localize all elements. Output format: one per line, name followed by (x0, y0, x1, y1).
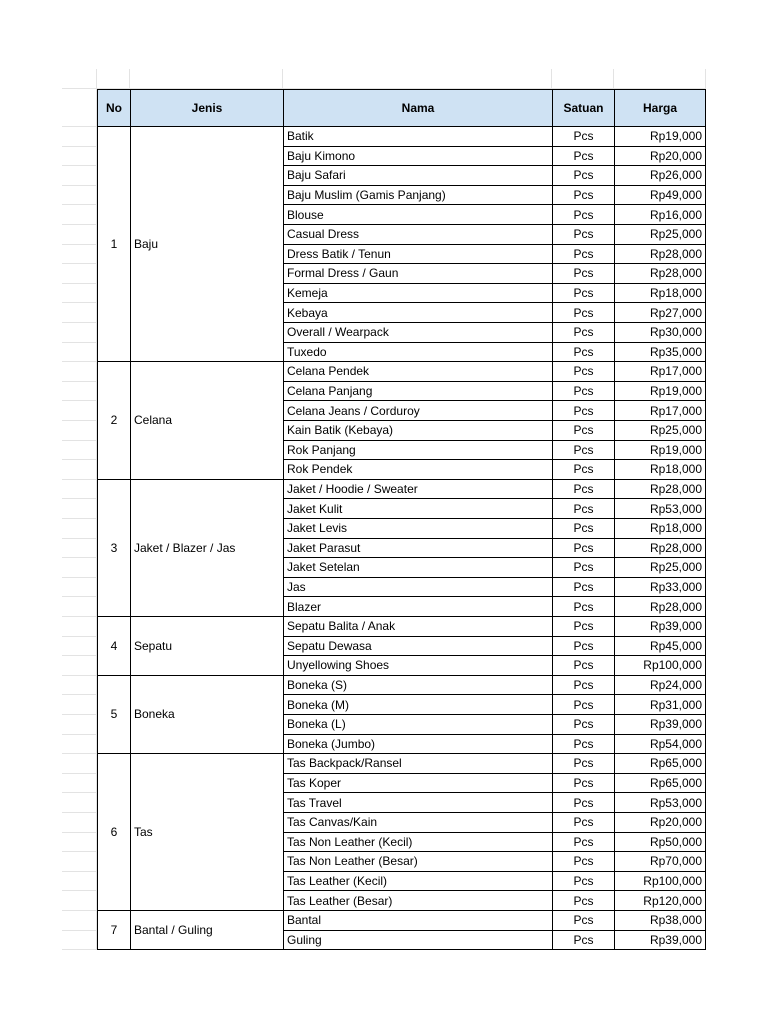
item-satuan: Pcs (552, 186, 614, 206)
item-harga: Rp19,000 (614, 441, 706, 461)
item-nama: Kemeja (284, 284, 552, 304)
header-nama: Nama (283, 89, 553, 127)
item-harga: Rp50,000 (614, 833, 706, 853)
item-harga: Rp35,000 (614, 343, 706, 363)
item-harga: Rp25,000 (614, 558, 706, 578)
item-harga: Rp39,000 (614, 931, 706, 951)
group-jenis: Sepatu (130, 617, 284, 676)
gutter-cell (62, 69, 97, 89)
item-harga: Rp20,000 (614, 813, 706, 833)
gutter-cell (62, 166, 97, 186)
item-nama: Jaket Levis (284, 519, 552, 539)
item-nama: Jaket / Hoodie / Sweater (284, 480, 552, 500)
item-nama: Tas Koper (284, 774, 552, 794)
group-no: 2 (97, 362, 130, 480)
gutter-cell (62, 323, 97, 343)
item-satuan: Pcs (552, 852, 614, 872)
group-jenis: Baju (130, 127, 284, 362)
item-harga: Rp19,000 (614, 127, 706, 147)
gutter-cell (62, 186, 97, 206)
item-harga: Rp27,000 (614, 303, 706, 323)
item-satuan: Pcs (552, 245, 614, 265)
item-satuan: Pcs (552, 754, 614, 774)
item-harga: Rp28,000 (614, 597, 706, 617)
gutter-cell (62, 205, 97, 225)
gutter-cell (62, 519, 97, 539)
gutter-cell (62, 597, 97, 617)
item-satuan: Pcs (552, 205, 614, 225)
item-harga: Rp18,000 (614, 460, 706, 480)
item-nama: Guling (284, 931, 552, 951)
item-satuan: Pcs (552, 147, 614, 167)
item-nama: Kain Batik (Kebaya) (284, 421, 552, 441)
group-jenis: Tas (130, 754, 284, 911)
item-harga: Rp16,000 (614, 205, 706, 225)
blank-cell (552, 69, 614, 89)
gutter-cell (62, 499, 97, 519)
item-harga: Rp53,000 (614, 793, 706, 813)
item-nama: Boneka (M) (284, 695, 552, 715)
blank-cell (97, 69, 130, 89)
gutter-cell (62, 911, 97, 931)
group-no: 7 (97, 911, 130, 950)
item-satuan: Pcs (552, 343, 614, 363)
item-satuan: Pcs (552, 225, 614, 245)
item-harga: Rp120,000 (614, 891, 706, 911)
item-harga: Rp28,000 (614, 264, 706, 284)
gutter-cell (62, 89, 97, 127)
item-nama: Dress Batik / Tenun (284, 245, 552, 265)
item-harga: Rp70,000 (614, 852, 706, 872)
item-harga: Rp100,000 (614, 872, 706, 892)
gutter-cell (62, 539, 97, 559)
item-nama: Casual Dress (284, 225, 552, 245)
item-harga: Rp31,000 (614, 695, 706, 715)
item-harga: Rp30,000 (614, 323, 706, 343)
item-harga: Rp28,000 (614, 539, 706, 559)
gutter-cell (62, 793, 97, 813)
item-nama: Boneka (Jumbo) (284, 735, 552, 755)
item-harga: Rp54,000 (614, 735, 706, 755)
gutter-cell (62, 833, 97, 853)
gutter-cell (62, 362, 97, 382)
item-nama: Rok Pendek (284, 460, 552, 480)
item-nama: Boneka (S) (284, 676, 552, 696)
gutter-cell (62, 891, 97, 911)
item-nama: Unyellowing Shoes (284, 656, 552, 676)
item-nama: Tas Travel (284, 793, 552, 813)
blank-cell (130, 69, 283, 89)
item-nama: Baju Kimono (284, 147, 552, 167)
item-nama: Tas Leather (Kecil) (284, 872, 552, 892)
item-satuan: Pcs (552, 617, 614, 637)
item-satuan: Pcs (552, 558, 614, 578)
item-satuan: Pcs (552, 656, 614, 676)
item-nama: Formal Dress / Gaun (284, 264, 552, 284)
item-nama: Batik (284, 127, 552, 147)
item-harga: Rp20,000 (614, 147, 706, 167)
item-satuan: Pcs (552, 931, 614, 951)
gutter-cell (62, 931, 97, 951)
item-satuan: Pcs (552, 303, 614, 323)
gutter-cell (62, 401, 97, 421)
item-satuan: Pcs (552, 676, 614, 696)
item-harga: Rp19,000 (614, 382, 706, 402)
item-satuan: Pcs (552, 833, 614, 853)
group-jenis: Jaket / Blazer / Jas (130, 480, 284, 617)
item-nama: Blazer (284, 597, 552, 617)
gutter-cell (62, 127, 97, 147)
item-harga: Rp39,000 (614, 617, 706, 637)
item-nama: Celana Pendek (284, 362, 552, 382)
gutter-cell (62, 480, 97, 500)
item-satuan: Pcs (552, 813, 614, 833)
gutter-cell (62, 852, 97, 872)
gutter-cell (62, 872, 97, 892)
item-harga: Rp33,000 (614, 578, 706, 598)
item-harga: Rp39,000 (614, 715, 706, 735)
item-nama: Celana Panjang (284, 382, 552, 402)
item-nama: Tas Leather (Besar) (284, 891, 552, 911)
item-satuan: Pcs (552, 715, 614, 735)
item-nama: Jaket Setelan (284, 558, 552, 578)
item-satuan: Pcs (552, 401, 614, 421)
gutter-cell (62, 421, 97, 441)
item-harga: Rp49,000 (614, 186, 706, 206)
item-harga: Rp100,000 (614, 656, 706, 676)
item-satuan: Pcs (552, 519, 614, 539)
gutter-cell (62, 774, 97, 794)
gutter-cell (62, 617, 97, 637)
group-jenis: Boneka (130, 676, 284, 754)
item-nama: Tas Non Leather (Kecil) (284, 833, 552, 853)
item-satuan: Pcs (552, 421, 614, 441)
item-harga: Rp53,000 (614, 499, 706, 519)
gutter-cell (62, 343, 97, 363)
item-nama: Sepatu Balita / Anak (284, 617, 552, 637)
item-satuan: Pcs (552, 460, 614, 480)
item-satuan: Pcs (552, 480, 614, 500)
item-nama: Overall / Wearpack (284, 323, 552, 343)
item-satuan: Pcs (552, 774, 614, 794)
item-nama: Rok Panjang (284, 441, 552, 461)
header-harga: Harga (614, 89, 706, 127)
item-satuan: Pcs (552, 127, 614, 147)
gutter-cell (62, 637, 97, 657)
item-harga: Rp38,000 (614, 911, 706, 931)
item-satuan: Pcs (552, 637, 614, 657)
item-nama: Kebaya (284, 303, 552, 323)
item-nama: Jaket Kulit (284, 499, 552, 519)
item-harga: Rp17,000 (614, 362, 706, 382)
item-satuan: Pcs (552, 441, 614, 461)
group-no: 4 (97, 617, 130, 676)
item-satuan: Pcs (552, 911, 614, 931)
item-satuan: Pcs (552, 166, 614, 186)
item-nama: Baju Muslim (Gamis Panjang) (284, 186, 552, 206)
item-satuan: Pcs (552, 793, 614, 813)
item-nama: Tas Backpack/Ransel (284, 754, 552, 774)
gutter-cell (62, 695, 97, 715)
item-harga: Rp26,000 (614, 166, 706, 186)
item-nama: Blouse (284, 205, 552, 225)
item-nama: Bantal (284, 911, 552, 931)
item-satuan: Pcs (552, 597, 614, 617)
gutter-cell (62, 441, 97, 461)
item-satuan: Pcs (552, 323, 614, 343)
group-no: 3 (97, 480, 130, 617)
group-no: 5 (97, 676, 130, 754)
item-satuan: Pcs (552, 539, 614, 559)
group-no: 6 (97, 754, 130, 911)
item-satuan: Pcs (552, 695, 614, 715)
item-harga: Rp25,000 (614, 225, 706, 245)
item-harga: Rp24,000 (614, 676, 706, 696)
item-nama: Baju Safari (284, 166, 552, 186)
item-nama: Sepatu Dewasa (284, 637, 552, 657)
item-nama: Tuxedo (284, 343, 552, 363)
item-nama: Jas (284, 578, 552, 598)
item-harga: Rp18,000 (614, 519, 706, 539)
group-jenis: Celana (130, 362, 284, 480)
gutter-cell (62, 147, 97, 167)
gutter-cell (62, 715, 97, 735)
item-satuan: Pcs (552, 578, 614, 598)
gutter-cell (62, 754, 97, 774)
item-harga: Rp65,000 (614, 774, 706, 794)
gutter-cell (62, 656, 97, 676)
header-no: No (97, 89, 131, 127)
group-jenis: Bantal / Guling (130, 911, 284, 950)
gutter-cell (62, 578, 97, 598)
item-harga: Rp28,000 (614, 480, 706, 500)
item-satuan: Pcs (552, 872, 614, 892)
item-harga: Rp25,000 (614, 421, 706, 441)
gutter-cell (62, 558, 97, 578)
item-harga: Rp18,000 (614, 284, 706, 304)
item-satuan: Pcs (552, 284, 614, 304)
item-harga: Rp45,000 (614, 637, 706, 657)
gutter-cell (62, 245, 97, 265)
item-satuan: Pcs (552, 362, 614, 382)
gutter-cell (62, 382, 97, 402)
gutter-cell (62, 735, 97, 755)
gutter-cell (62, 303, 97, 323)
blank-cell (614, 69, 706, 89)
item-satuan: Pcs (552, 264, 614, 284)
item-satuan: Pcs (552, 499, 614, 519)
item-harga: Rp17,000 (614, 401, 706, 421)
item-nama: Boneka (L) (284, 715, 552, 735)
item-harga: Rp28,000 (614, 245, 706, 265)
gutter-cell (62, 460, 97, 480)
blank-cell (283, 69, 552, 89)
item-nama: Tas Non Leather (Besar) (284, 852, 552, 872)
item-harga: Rp65,000 (614, 754, 706, 774)
item-nama: Celana Jeans / Corduroy (284, 401, 552, 421)
item-nama: Tas Canvas/Kain (284, 813, 552, 833)
group-no: 1 (97, 127, 130, 362)
header-satuan: Satuan (552, 89, 615, 127)
item-satuan: Pcs (552, 382, 614, 402)
header-jenis: Jenis (130, 89, 284, 127)
gutter-cell (62, 264, 97, 284)
gutter-cell (62, 813, 97, 833)
item-nama: Jaket Parasut (284, 539, 552, 559)
gutter-cell (62, 284, 97, 304)
gutter-cell (62, 676, 97, 696)
gutter-cell (62, 225, 97, 245)
item-satuan: Pcs (552, 735, 614, 755)
item-satuan: Pcs (552, 891, 614, 911)
